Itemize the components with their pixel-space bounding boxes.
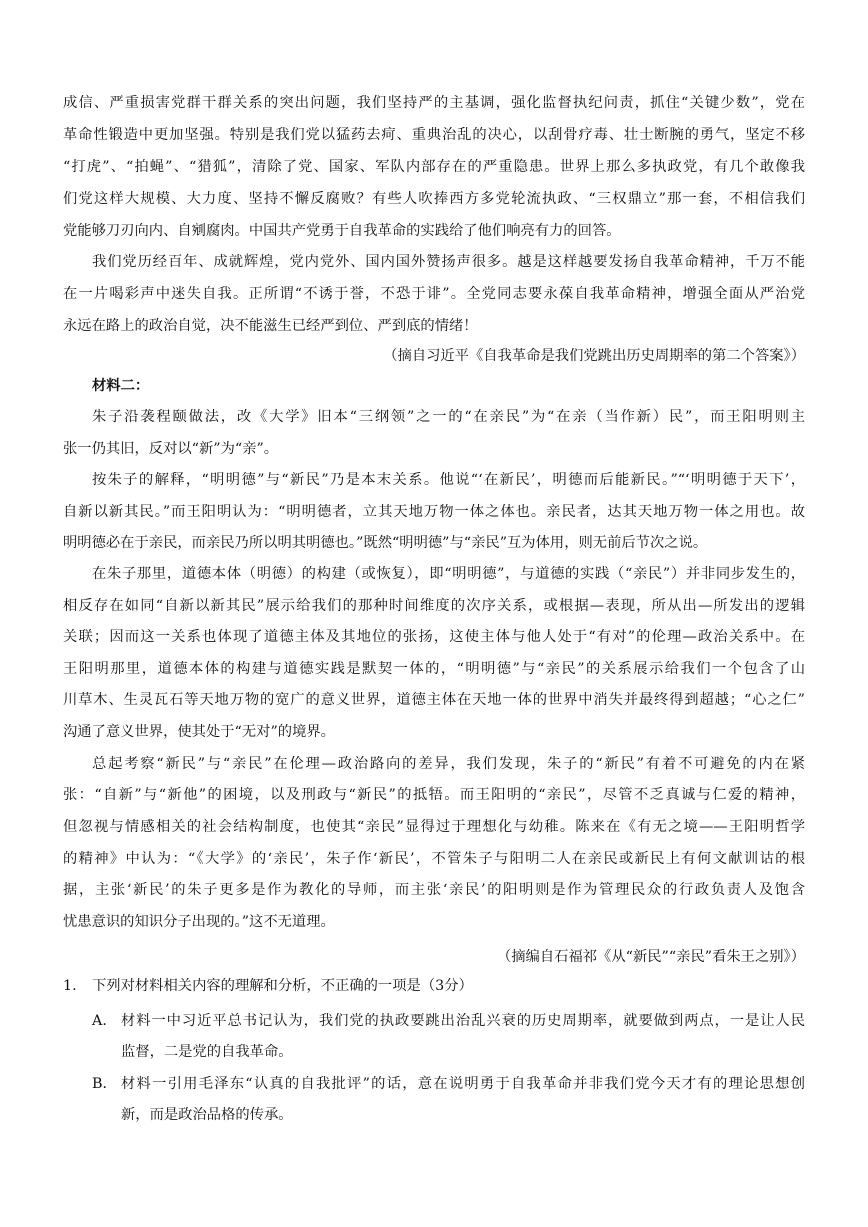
text-line [0, 557, 868, 591]
text-line [0, 810, 868, 844]
text-line [0, 277, 868, 311]
paragraph-text: 在一片喝彩声中迷失自我。正所谓“不诱于誉，不恐于诽”。全党同志要永葆自我革命精神，增强全面从严治党 [63, 286, 805, 302]
paragraph-text: 朱子沿袭程颐做法，改《大学》旧本“三纲领”之一的“在亲民”为“在亲（当作新）民”，而王阳明则主 [92, 409, 805, 425]
text-line [0, 245, 868, 279]
option-a-continued [0, 1035, 868, 1069]
option-text: 监督，二是党的自我革命。 [121, 1044, 293, 1060]
paragraph-text: 关联；因而这一关系也体现了道德主体及其地位的张扬，这使主体与他人处于“有对”的伦理—政治关系中。在 [63, 629, 805, 645]
text-line [0, 463, 868, 497]
paragraph-text: 按朱子的解释，“明明德”与“新民”乃是本末关系。他说“‘在新民’，明德而后能新民。”“‘明明德于天下’， [92, 472, 805, 488]
paragraph-text: 张：“自新”与“新他”的困境，以及刑政与“新民”的抵牾。而王阳明的“亲民”，尽管不乏真诚与仁爱的精神， [63, 787, 805, 803]
text-line [0, 526, 868, 560]
text-line [0, 683, 868, 717]
paragraph-text: 党能够刀刃向内、自剜腐肉。中国共产党勇于自我革命的实践给了他们响亮有力的回答。 [63, 223, 621, 239]
text-line [0, 150, 868, 184]
paragraph-text: 王阳明那里，道德本体的构建与道德实践是默契一体的，“明明德”与“亲民”的关系展示给我们一个包含了山 [63, 661, 805, 677]
text-line [0, 432, 868, 466]
text-line [0, 182, 868, 216]
question-stem [0, 969, 868, 1003]
paragraph-text: “打虎”、“拍蝇”、“猎狐”，清除了党、国家、军队内部存在的严重隐患。世界上那么多执政党，有几个敢像我 [63, 159, 805, 175]
paragraph-text: 成信、严重损害党群干群关系的突出问题，我们坚持严的主基调，强化监督执纪问责，抓住“关键少数”，党在 [63, 95, 805, 111]
option-a [0, 1004, 868, 1038]
text-line [0, 873, 868, 907]
paragraph-text: 永远在路上的政治自觉，决不能滋生已经严到位、严到底的情绪！ [63, 318, 478, 334]
paragraph-text: 相反存在如同“自新以新其民”展示给我们的那种时间维度的次序关系，或根据—表现，所从出—所发出的逻辑 [63, 598, 805, 614]
option-b [0, 1067, 868, 1101]
option-label: B． [92, 1076, 117, 1092]
paragraph-text: 但忽视与情感相关的社会结构制度，也使其“亲民”显得过于理想化与幼稚。陈来在《有无之境——王阳明哲学 [63, 819, 805, 835]
text-line [0, 652, 868, 686]
text-line [0, 118, 868, 152]
paragraph-text: 自新以新其民。”而王阳明认为：“明明德者，立其天地万物一体之体也。亲民者，达其天地万物一体之用也。故 [63, 504, 805, 520]
paragraph-text: 我们党历经百年、成就辉煌，党内党外、国内国外赞扬声很多。越是这样越要发扬自我革命精神，千万不能 [92, 254, 805, 270]
text-line [0, 715, 868, 749]
text-line [0, 86, 868, 120]
paragraph-text: 总起考察“新民”与“亲民”在伦理—政治路向的差异，我们发现，朱子的“新民”有着不可避免的内在紧 [92, 756, 805, 772]
text-line [0, 589, 868, 623]
option-label: A． [92, 1013, 117, 1029]
text-line [0, 620, 868, 654]
paragraph-text: 革命性锻造中更加坚强。特别是我们党以猛药去疴、重典治乱的决心，以刮骨疗毒、壮士断腕的勇气，坚定不移 [63, 127, 805, 143]
text-line [0, 495, 868, 529]
text-line [0, 747, 868, 781]
question-text: 下列对材料相关内容的理解和分析，不正确的一项是（3分） [92, 978, 473, 994]
text-line [0, 778, 868, 812]
section-heading: 材料二： [92, 378, 150, 394]
source-citation: （摘编自石福祁《从“新民”“亲民”看朱王之别》） [496, 949, 805, 965]
option-text: 材料一引用毛泽东“认真的自我批评”的话，意在说明勇于自我革命并非我们党今天才有的理论思想创 [121, 1076, 805, 1092]
option-b-continued [0, 1098, 868, 1132]
text-line [0, 842, 868, 876]
option-text: 新，而是政治品格的传承。 [121, 1107, 293, 1123]
paragraph-text: 们党这样大规模、大力度、坚持不懈反腐败？有些人吹捧西方多党轮流执政、“三权鼎立”那一套，不相信我们 [63, 191, 805, 207]
paragraph-text: 川草木、生灵瓦石等天地万物的宽广的意义世界，道德主体在天地一体的世界中消失并最终得到超越；“心之仁” [63, 692, 805, 708]
text-line [0, 214, 868, 248]
paragraph-text: 张一仍其旧，反对以“新”为“亲”。 [63, 441, 279, 457]
paragraph-text: 忧患意识的知识分子出现的。”这不无道理。 [63, 914, 335, 930]
question-number: 1. [63, 978, 77, 994]
paragraph-text: 据，主张‘新民’的朱子更多是作为教化的导师，而主张‘亲民’的阳明则是作为管理民众的行政负责人及饱含 [63, 882, 805, 898]
source-citation: （摘自习近平《自我革命是我们党跳出历史周期率的第二个答案》） [383, 348, 805, 364]
paragraph-text: 在朱子那里，道德本体（明德）的构建（或恢复），即“明明德”，与道德的实践（“亲民”）并非同步发生的， [92, 566, 805, 582]
text-line [0, 400, 868, 434]
option-text: 材料一中习近平总书记认为，我们党的执政要跳出治乱兴衰的历史周期率，就要做到两点，一是让人民 [121, 1013, 805, 1029]
text-line [0, 905, 868, 939]
paragraph-text: 明明德必在于亲民，而亲民乃所以明其明德也。”既然“明明德”与“亲民”互为体用，则无前后节次之说。 [63, 535, 708, 551]
paragraph-text: 的精神》中认为：“《大学》的‘亲民’，朱子作‘新民’，不管朱子与阳明二人在亲民或新民上有何文献训诂的根 [63, 851, 805, 867]
text-line [0, 309, 868, 343]
paragraph-text: 沟通了意义世界，使其处于“无对”的境界。 [63, 724, 335, 740]
